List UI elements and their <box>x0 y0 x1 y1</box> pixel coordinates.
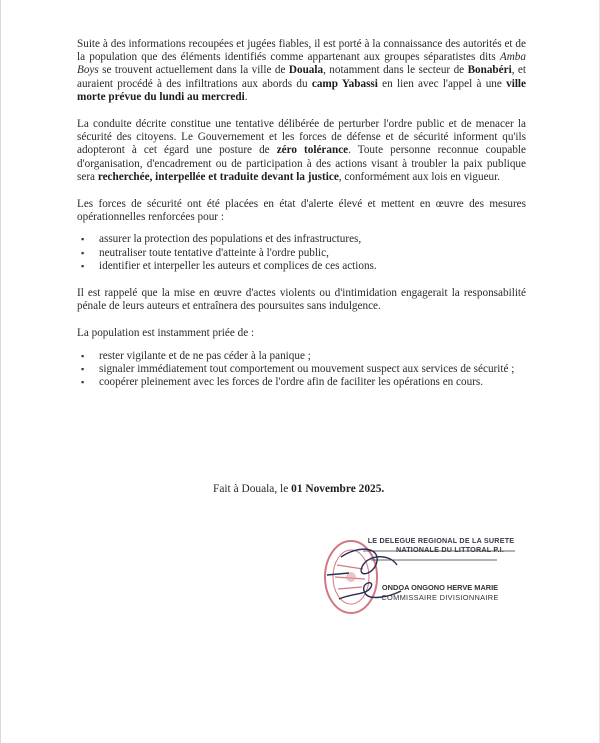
place-text: Fait à Douala, le <box>213 483 292 495</box>
bold-run: ville morte prévue du lundi au mercredi <box>77 77 527 103</box>
paragraph-security-forces: Les forces de sécurité ont été placées en état d'alerte élevé et mettent en œuvre des mesures opérationnelles renforcées pour : <box>77 198 526 224</box>
bold-run: Bonabéri <box>467 64 512 77</box>
stamp-line: NATIONALE DU LITTORAL P.I. <box>395 545 505 554</box>
signatory-name: ONDOA ONGONO HERVE MARIE <box>381 583 499 592</box>
paragraph-reminder: Il est rappelé que la mise en œuvre d'actes violents ou d'intimidation engagerait la responsabilité pénale de leurs auteurs et entraînera des poursuites sans indulgence. <box>77 287 526 313</box>
population-list <box>77 350 526 390</box>
bold-run: zéro tolérance <box>276 144 349 157</box>
list-item: ▪ rester vigilante et de ne pas céder à la panique ; <box>99 350 526 363</box>
text-run: . <box>244 90 248 103</box>
paragraph-intro <box>77 38 526 104</box>
list-item: ▪ identifier et interpeller les auteurs et complices de ces actions. <box>99 260 526 273</box>
list-item: ▪ assurer la protection des populations et des infrastructures, <box>99 233 526 246</box>
list-item: ▪ neutraliser toute tentative d'atteinte à l'ordre public, <box>99 247 526 260</box>
signatory-title: COMMISSAIRE DIVISIONNAIRE <box>381 592 499 602</box>
measures-list <box>77 233 526 273</box>
text-run: , notamment dans le secteur de <box>323 64 468 77</box>
date-text: 01 Novembre 2025. <box>291 483 385 495</box>
stamp-text <box>341 536 541 554</box>
paragraph-conduct <box>77 118 526 184</box>
text-run: Suite à des informations recoupées et jugées fiables, il est porté à la connaissance des autorités et de la population que des éléments identifiés comme appartenant aux groupes séparatistes dits <box>77 38 526 64</box>
document-body <box>77 38 526 389</box>
place-date <box>213 483 384 495</box>
text-run: se trouvent actuellement dans la ville de <box>98 64 289 77</box>
italic-run: Amba Boys <box>77 51 526 77</box>
text-run: . Toute personne reconnue coupable d'organisation, d'encadrement ou de participation à des actions visant à troubler la paix publique sera <box>77 144 527 183</box>
signatory-block <box>355 583 525 602</box>
stamp-line: LE DELEGUE REGIONAL DE LA SURETE <box>367 536 515 545</box>
paragraph-population: La population est instamment priée de : <box>77 327 255 340</box>
list-item: ▪ coopérer pleinement avec les forces de l'ordre afin de faciliter les opérations en cours. <box>99 376 526 389</box>
text-run: , et auraient procédé à des infiltrations aux abords du <box>77 64 526 90</box>
bold-run: camp Yabassi <box>311 77 378 90</box>
bold-run: Douala <box>288 64 324 77</box>
text-run: La conduite décrite constitue une tentative délibérée de perturber l'ordre public et de menacer la sécurité des citoyens. Le Gouvernement et les forces de défense et de sécurité informent qu'ils adopteront à cet égard une posture de <box>77 118 526 157</box>
list-item: ▪ signaler immédiatement tout comportement ou mouvement suspect aux services de sécurité ; <box>99 363 526 376</box>
text-run: , conformément aux lois en vigueur. <box>338 170 501 183</box>
bold-run: recherchée, interpellée et traduite devant la justice <box>97 170 339 183</box>
text-run: en lien avec l'appel à une <box>377 77 507 90</box>
